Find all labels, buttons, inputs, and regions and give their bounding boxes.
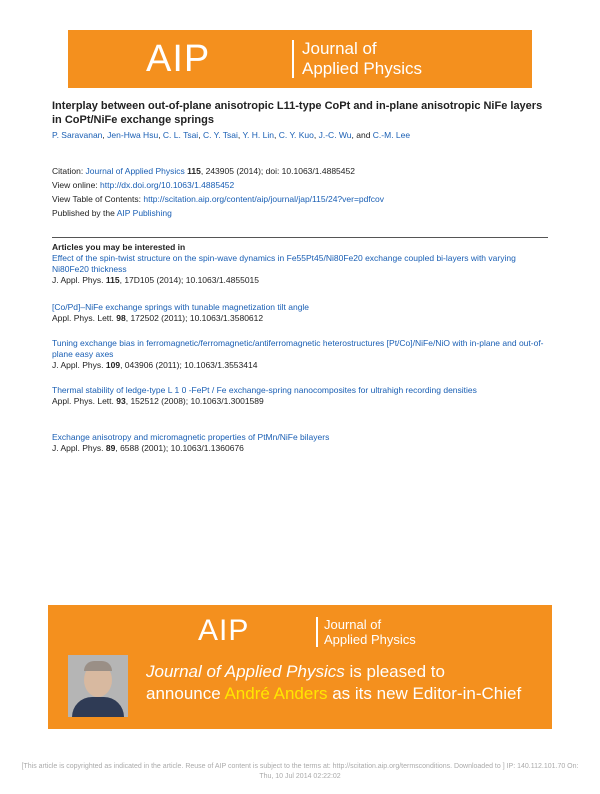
view-online-line [52, 180, 562, 191]
ref-volume: 115 [105, 275, 120, 285]
author-link[interactable]: P. Saravanan [52, 130, 103, 140]
related-article-ref [52, 360, 552, 371]
toc-label: View Table of Contents: [52, 194, 144, 204]
banner-divider [292, 40, 294, 78]
related-article [52, 432, 552, 454]
banner-journal-name [302, 39, 422, 79]
author-link[interactable]: J.-C. Wu [318, 130, 352, 140]
author-separator: , and [351, 130, 373, 140]
ad-journal-line2: Applied Physics [324, 632, 416, 647]
citation-line [52, 166, 562, 177]
author-separator: , [313, 130, 319, 140]
copyright-footer: [This article is copyrighted as indicated in the article. Reuse of AIP content is subject to the terms at: http://scitation.aip.org/termsconditions. Downloaded to ] IP: 140.112.101.70 On: Thu, 10 Jul 2014 02:22:02 [21, 763, 579, 780]
related-article [52, 302, 552, 324]
photo-hair [84, 661, 112, 671]
citation-journal-link[interactable]: Journal of Applied Physics [85, 166, 185, 176]
author-link[interactable]: C. Y. Tsai [202, 130, 238, 140]
section-divider [52, 237, 548, 238]
ad-line2-post: as its new Editor-in-Chief [327, 684, 522, 703]
related-article [52, 338, 552, 371]
ad-journal-line1: Journal of [324, 617, 382, 632]
related-article-ref [52, 396, 552, 407]
toc-line [52, 194, 562, 205]
photo-shirt [72, 697, 124, 717]
ref-journal: J. Appl. Phys. [52, 443, 106, 453]
citation-volume: 115 [187, 166, 201, 176]
ref-volume: 93 [116, 396, 126, 406]
ref-volume: 89 [105, 443, 116, 453]
publisher-link[interactable]: AIP Publishing [116, 208, 172, 218]
ad-announcement-text [146, 661, 546, 705]
editor-announcement-ad[interactable] [48, 605, 552, 729]
author-link[interactable]: C. Y. Kuo [278, 130, 314, 140]
related-article-title[interactable]: [Co/Pd]–NiFe exchange springs with tunable magnetization tilt angle [52, 302, 310, 312]
ad-line1 [146, 661, 546, 683]
related-article-title[interactable]: Tuning exchange bias in ferromagnetic/ferromagnetic/antiferromagnetic heterostructures [Pt/Co]/NiFe/NiO with in-plane and out-of-plane easy axes [52, 338, 544, 359]
author-separator: , [198, 130, 203, 140]
aip-logo: AIP [146, 38, 211, 80]
ad-divider [316, 617, 318, 647]
citation-rest: , 243905 (2014); doi: 10.1063/1.4885452 [200, 166, 355, 176]
article-title: Interplay between out-of-plane anisotropic L11-type CoPt and in-plane anisotropic NiFe layers in CoPt/NiFe exchange springs [52, 100, 543, 126]
related-article-title[interactable]: Exchange anisotropy and micromagnetic properties of PtMn/NiFe bilayers [52, 432, 330, 442]
author-separator: , [237, 130, 243, 140]
editor-name: André Anders [224, 684, 328, 703]
citation-label: Citation: [52, 166, 86, 176]
author-link[interactable]: Y. H. Lin [242, 130, 274, 140]
banner-journal-line1: Journal of [302, 39, 377, 58]
ad-aip-logo: AIP [198, 614, 250, 647]
author-link[interactable]: Jen-Hwa Hsu [107, 130, 159, 140]
editor-photo [68, 655, 128, 717]
ref-rest: , 17D105 (2014); 10.1063/1.4855015 [119, 275, 260, 285]
related-article-title[interactable]: Effect of the spin-twist structure on the spin-wave dynamics in Fe55Pt45/Ni80Fe20 exchange coupled bi-layers with varying Ni80Fe20 thickness [52, 253, 516, 274]
banner-journal-line2: Applied Physics [302, 59, 423, 78]
view-online-link[interactable]: http://dx.doi.org/10.1063/1.4885452 [100, 180, 235, 190]
ref-rest: , 6588 (2001); 10.1063/1.1360676 [115, 443, 244, 453]
ref-rest: , 172502 (2011); 10.1063/1.3580612 [125, 313, 264, 323]
ref-volume: 109 [105, 360, 121, 370]
related-article [52, 253, 552, 286]
ref-journal: J. Appl. Phys. [52, 275, 106, 285]
ref-rest: , 152512 (2008); 10.1063/1.3001589 [125, 396, 264, 406]
related-articles-heading: Articles you may be interested in [52, 242, 186, 252]
author-separator: , [158, 130, 163, 140]
published-label: Published by the [52, 208, 117, 218]
author-link[interactable]: C.-M. Lee [372, 130, 411, 140]
author-list [52, 130, 562, 141]
ad-line1-rest: is pleased to [344, 662, 445, 681]
author-separator: , [102, 130, 108, 140]
ad-line2 [146, 683, 546, 705]
ref-volume: 98 [116, 313, 126, 323]
published-line [52, 208, 562, 219]
toc-link[interactable]: http://scitation.aip.org/content/aip/journal/jap/115/24?ver=pdfcov [143, 194, 384, 204]
journal-banner[interactable] [68, 30, 532, 88]
ref-journal: Appl. Phys. Lett. [52, 396, 117, 406]
related-article-title[interactable]: Thermal stability of ledge-type L 1 0 -FePt / Fe exchange-spring nanocomposites for ultrahigh recording densities [52, 385, 477, 395]
ref-rest: , 043906 (2011); 10.1063/1.3553414 [120, 360, 258, 370]
ad-journal-italic: Journal of Applied Physics [146, 662, 345, 681]
related-article-ref [52, 275, 552, 286]
related-article [52, 385, 552, 407]
ad-line2-pre: announce [146, 684, 225, 703]
ad-journal-name [324, 617, 416, 647]
author-link[interactable]: C. L. Tsai [162, 130, 199, 140]
related-article-ref [52, 313, 552, 324]
ref-journal: Appl. Phys. Lett. [52, 313, 117, 323]
view-online-label: View online: [52, 180, 101, 190]
ref-journal: J. Appl. Phys. [52, 360, 106, 370]
author-separator: , [274, 130, 279, 140]
related-article-ref [52, 443, 552, 454]
